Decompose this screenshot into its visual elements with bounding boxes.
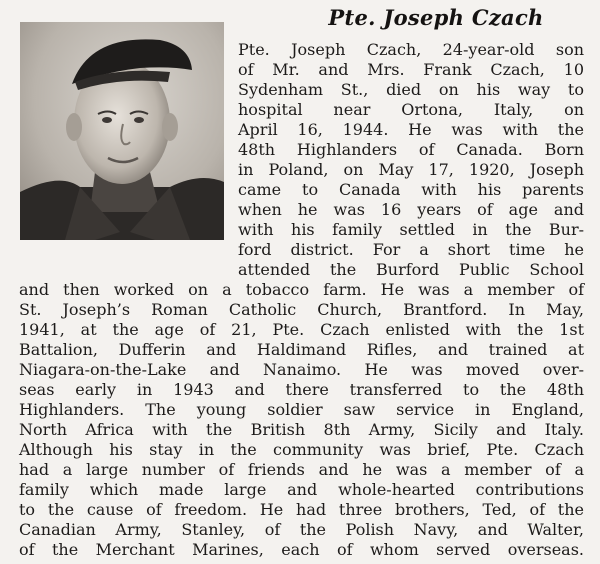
text-line: with his family settled in the Bur-	[238, 220, 584, 239]
text-line: ford district. For a short time he	[238, 240, 584, 259]
text-line: of the Merchant Marines, each of whom served overseas.	[19, 540, 584, 559]
text-line: 48th Highlanders of Canada. Born	[238, 140, 584, 159]
text-line: Niagara-on-the-Lake and Nanaimo. He was moved over-	[19, 360, 584, 379]
text-line: Battalion, Dufferin and Haldimand Rifles, and trained at	[19, 340, 584, 359]
text-line: and then worked on a tobacco farm. He was a member of	[19, 280, 584, 299]
text-line: St. Joseph’s Roman Catholic Church, Brantford. In May,	[19, 300, 584, 319]
text-line: in Poland, on May 17, 1920, Joseph	[238, 160, 584, 179]
text-line: attended the Burford Public School	[238, 260, 584, 279]
text-line: family which made large and whole-hearted contributions	[19, 480, 584, 499]
text-line: North Africa with the British 8th Army, Sicily and Italy.	[19, 420, 584, 439]
text-line: seas early in 1943 and there transferred to the 48th	[19, 380, 584, 399]
text-line: Pte. Joseph Czach, 24-year-old son	[238, 40, 584, 59]
portrait-photo	[20, 22, 224, 240]
text-line: Although his stay in the community was brief, Pte. Czach	[19, 440, 584, 459]
text-line: came to Canada with his parents	[238, 180, 584, 199]
text-line: when he was 16 years of age and	[238, 200, 584, 219]
text-line: Canadian Army, Stanley, of the Polish Navy, and Walter,	[19, 520, 584, 539]
text-line: April 16, 1944. He was with the	[238, 120, 584, 139]
text-line: Sydenham St., died on his way to	[238, 80, 584, 99]
text-line: Highlanders. The young soldier saw service in England,	[19, 400, 584, 419]
page-title: Pte. Joseph Czach	[328, 5, 544, 30]
text-line: 1941, at the age of 21, Pte. Czach enlisted with the 1st	[19, 320, 584, 339]
text-line: had a large number of friends and he was a member of a	[19, 460, 584, 479]
text-line: of Mr. and Mrs. Frank Czach, 10	[238, 60, 584, 79]
text-line: hospital near Ortona, Italy, on	[238, 100, 584, 119]
text-line: to the cause of freedom. He had three brothers, Ted, of the	[19, 500, 584, 519]
